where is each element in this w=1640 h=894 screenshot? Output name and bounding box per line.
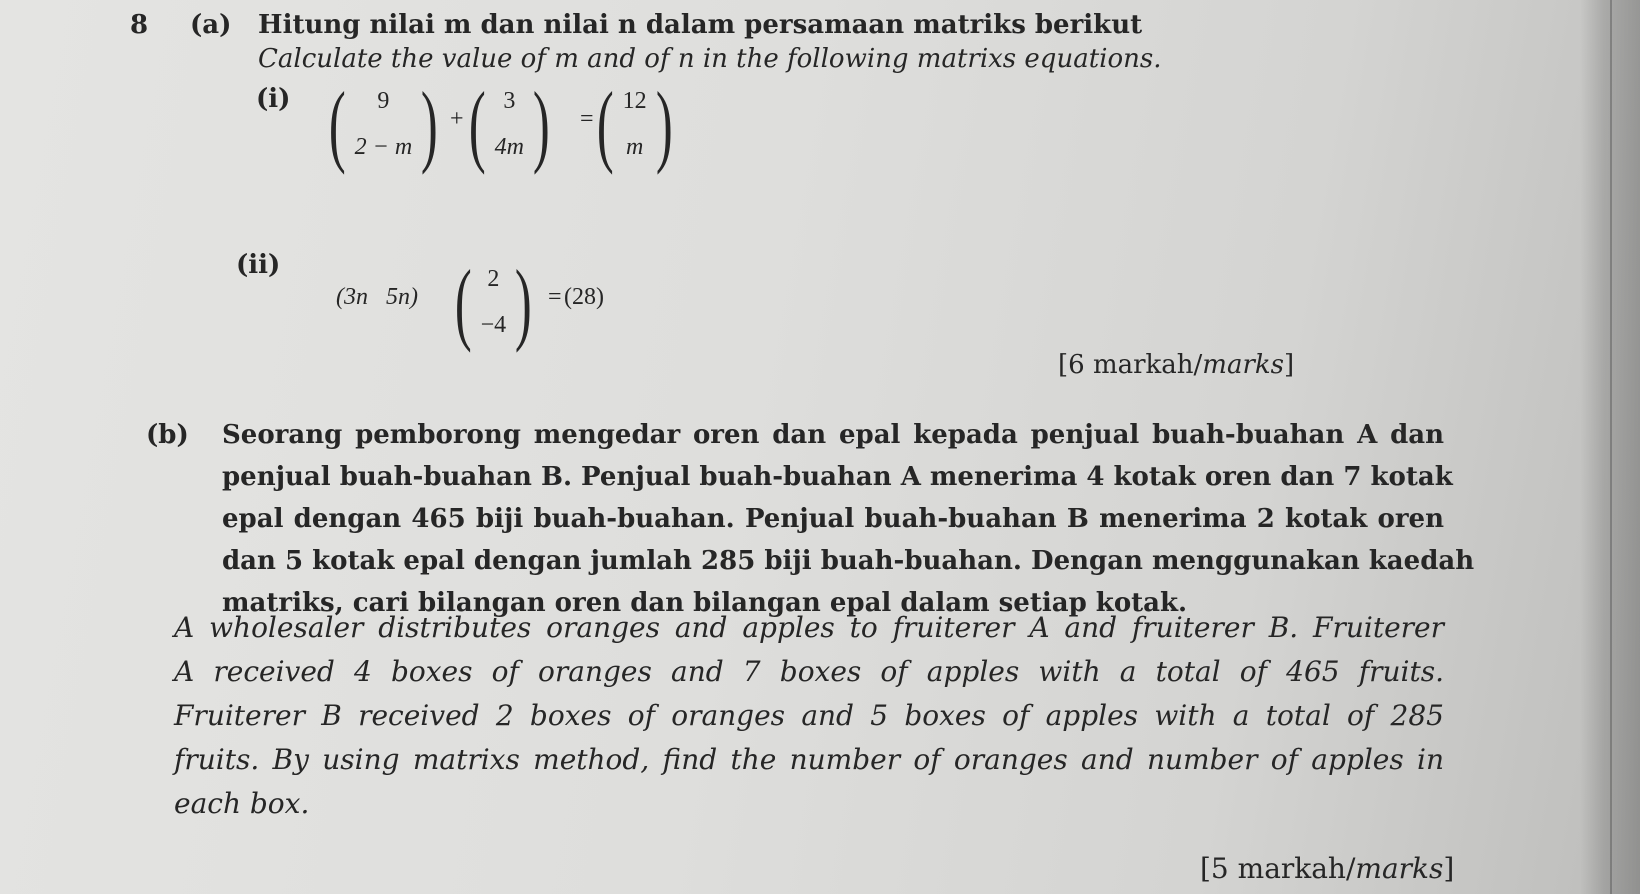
column-vector-ii-bottom: −4 (480, 312, 507, 338)
part-b-en-line: fruits. By using matrixs method, find the number of oranges and number of apples in (174, 743, 1444, 776)
row-matrix: (3n 5n) (336, 284, 418, 310)
equals-sign-ii: = (548, 284, 562, 310)
part-b-marks: [5 markah/marks] (1200, 852, 1455, 885)
part-b-en-line: each box. (174, 787, 310, 820)
sub-question-i-label: (i) (256, 84, 291, 114)
part-b-ms-line: epal dengan 465 biji buah-buahan. Penjual buah-buahan B menerima 2 kotak oren (222, 504, 1444, 534)
column-vector-ii: ( 2 −4 ) (454, 251, 532, 353)
part-b-ms-line: dan 5 kotak epal dengan jumlah 285 biji buah-buahan. Dengan menggunakan kaedah (222, 546, 1475, 576)
part-b-label: (b) (146, 420, 189, 450)
part-b-ms-line: penjual buah-buahan B. Penjual buah-buahan A menerima 4 kotak oren dan 7 kotak (222, 462, 1453, 492)
vector-1-top: 9 (377, 88, 390, 114)
sub-question-ii-label: (ii) (236, 250, 281, 280)
vector-2-top: 3 (503, 88, 516, 114)
question-number: 8 (130, 10, 149, 40)
part-b-en-line: Fruiterer B received 2 boxes of oranges and 5 boxes of apples with a total of 285 (174, 699, 1444, 732)
vector-3-top: 12 (622, 88, 647, 114)
part-a-marks: [6 markah/marks] (1058, 350, 1295, 380)
vector-3: ( 12 m ) (596, 73, 673, 175)
part-a-label: (a) (190, 10, 232, 40)
equals-sign-i: = (580, 106, 594, 132)
part-b-ms-line: matriks, cari bilangan oren dan bilangan epal dalam setiap kotak. (222, 588, 1188, 618)
column-vector-ii-top: 2 (487, 266, 500, 292)
part-a-instruction-ms: Hitung nilai m dan nilai n dalam persamaan matriks berikut (258, 10, 1143, 40)
vector-1-bottom: 2 − m (354, 134, 413, 160)
part-b-text-ms (222, 414, 1475, 624)
vector-2-bottom: 4m (494, 134, 524, 160)
part-b-en-line: A received 4 boxes of oranges and 7 boxes of apples with a total of 465 fruits. (174, 655, 1444, 688)
part-b-text-en (174, 606, 1444, 826)
result-matrix: (28) (564, 284, 604, 310)
part-b-ms-line: Seorang pemborong mengedar oren dan epal kepada penjual buah-buahan A dan (222, 420, 1444, 450)
plus-operator: + (450, 106, 464, 132)
vector-1: ( 9 2 − m ) (328, 73, 438, 175)
vector-2: ( 3 4m ) (468, 73, 550, 175)
page-edge-line (1610, 0, 1612, 894)
part-b-en-line: A wholesaler distributes oranges and apples to fruiterer A and fruiterer B. Fruiterer (174, 611, 1444, 644)
vector-3-bottom: m (625, 134, 644, 160)
part-a-instruction-en: Calculate the value of m and of n in the following matrixs equations. (258, 44, 1162, 74)
